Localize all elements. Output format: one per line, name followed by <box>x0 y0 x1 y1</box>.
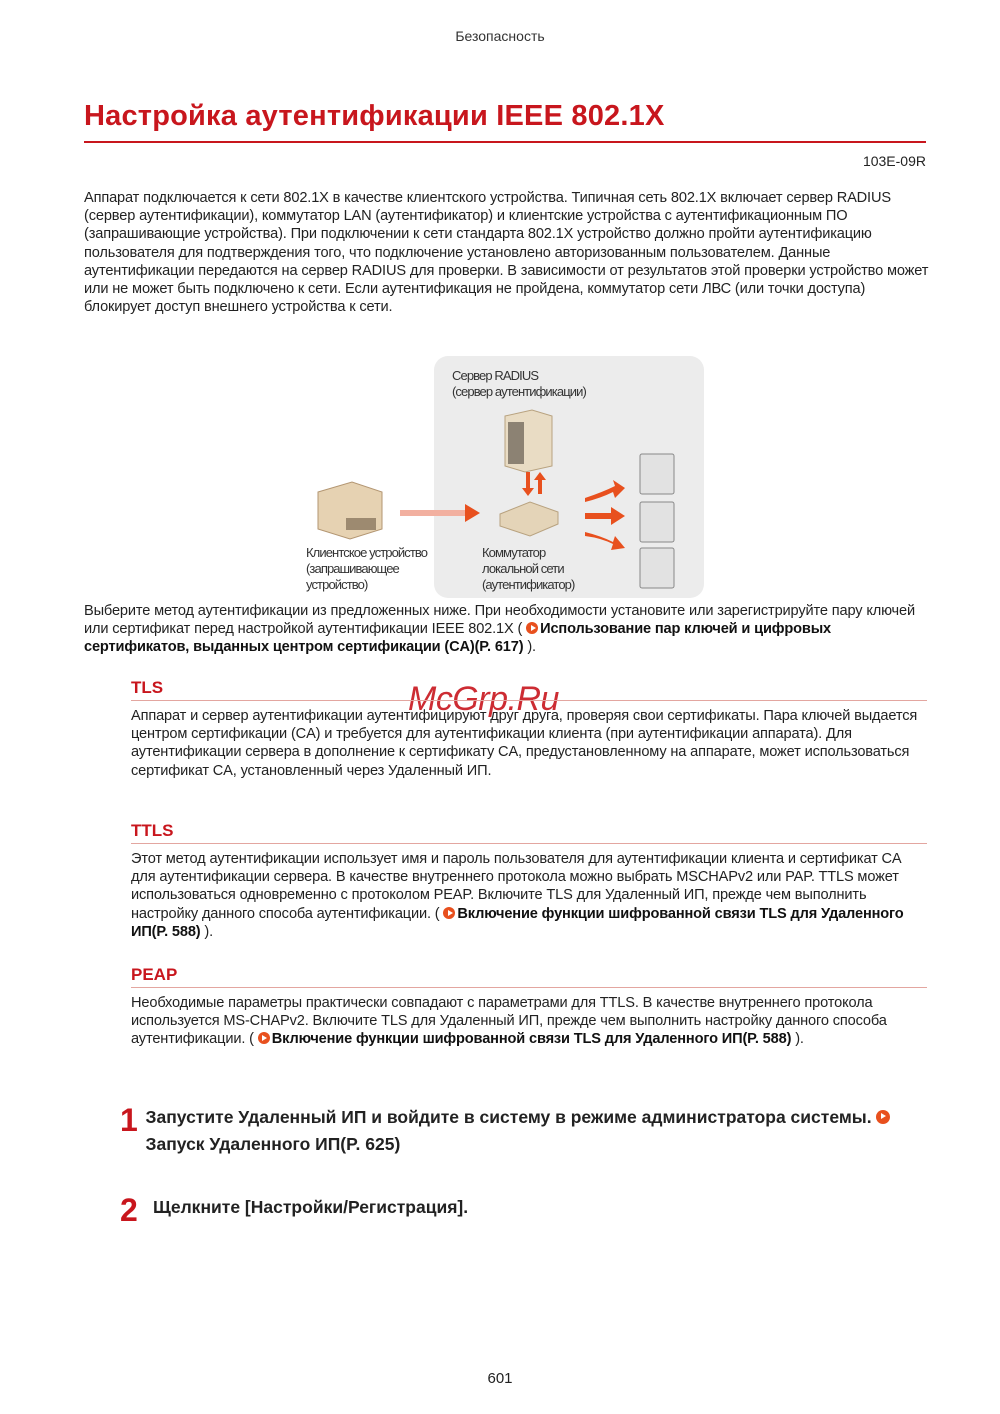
section-heading: PEAP <box>131 965 927 988</box>
tls-link-text[interactable]: Включение функции шифрованной связи TLS для Удаленного ИП(P. 588) <box>131 905 904 940</box>
running-header: Безопасность <box>455 28 545 44</box>
step-number: 1 <box>120 1102 138 1138</box>
title-divider <box>84 141 926 143</box>
radius-server-label: Сервер RADIUS (сервер аутентификации) <box>452 368 586 399</box>
section-ttls <box>131 821 927 941</box>
link-arrow-icon <box>526 622 538 634</box>
select-text: Выберите метод аутентификации из предложенных ниже. При необходимости установите или зарегистрируйте пару ключей или сертификат перед настройкой аутентификации IEEE 802.1X ( <box>84 603 915 638</box>
step-text: Щелкните [Настройки/Регистрация]. <box>153 1197 469 1217</box>
key-pairs-link-text[interactable]: Использование пар ключей и цифровых сертификатов, выданных центром сертификации (CA)(P. 617) <box>84 621 832 656</box>
client-printer-icon <box>318 482 382 539</box>
link-arrow-icon <box>443 907 455 919</box>
section-body: Необходимые параметры практически совпадают с параметрами для TTLS. В качестве внутреннего протокола используется MS-CHAPv2. Включите TLS для Удаленный ИП, прежде чем выполнить настройку данного способа аутентификации. ( <box>131 995 887 1048</box>
section-body: Этот метод аутентификации использует имя и пароль пользователя для аутентификации клиента и сертификат CA для аутентификации сервера. В качестве внутреннего протокола можно выбрать MSCHAPv2 или PAP. TTLS может использоваться одновременно с протоколом PEAP. Включите TLS для Удаленный ИП, прежде чем выполнить настройку данного способа аутентификации. ( <box>131 851 901 922</box>
intro-paragraph: Аппарат подключается к сети 802.1X в качестве клиентского устройства. Типичная сеть 802.1X включает сервер RADIUS (сервер аутентификации), коммутатор LAN (аутентификатор) и клиентские устройства с аутентификационным ПО (запрашивающие устройства). При подключении к сети стандарта 802.1X устройство должно пройти аутентификацию пользователя для подтверждения того, что подключение установлено авторизованным пользователем. Данные аутентификации передаются на сервер RADIUS для проверки. В зависимости от результатов этой проверки устройство может или не может быть подключено к сети. Если аутентификация не пройдена, коммутатор сети ЛВС (или точки доступа) блокирует доступ внешнего устройства к сети. <box>84 190 929 316</box>
tls-link-text[interactable]: Включение функции шифрованной связи TLS для Удаленного ИП(P. 588) <box>271 1031 792 1048</box>
network-diagram <box>300 354 710 600</box>
page-title: Настройка аутентификации IEEE 802.1X <box>84 100 665 132</box>
section-peap <box>131 965 927 1049</box>
select-method-paragraph <box>84 602 929 657</box>
tls-link[interactable] <box>258 1031 792 1047</box>
step-2 <box>120 1192 920 1228</box>
document-id: 103E-09R <box>862 153 926 169</box>
link-arrow-icon <box>876 1110 890 1124</box>
watermark: McGrp.Ru <box>408 680 559 718</box>
client-device-label: Клиентское устройство (запрашивающее устройство) <box>306 545 428 592</box>
step-text <box>146 1102 920 1158</box>
select-end: ). <box>527 639 536 656</box>
section-text <box>131 994 927 1049</box>
step-instruction: Запустите Удаленный ИП и войдите в систему в режиме администратора системы. <box>145 1107 872 1127</box>
step-number: 2 <box>120 1192 138 1228</box>
client-computers-icon <box>640 454 674 588</box>
link-arrow-icon <box>258 1032 270 1044</box>
page-number: 601 <box>487 1370 513 1387</box>
section-tls <box>131 678 927 780</box>
section-heading: TTLS <box>131 821 927 844</box>
remote-ui-link-text[interactable]: Запуск Удаленного ИП(P. 625) <box>145 1134 401 1154</box>
section-end: ). <box>795 1031 804 1048</box>
section-heading: TLS <box>131 678 927 701</box>
section-text: Аппарат и сервер аутентификации аутентифицируют друг друга, проверяя свои сертификаты. Пара ключей выдается центром сертификации (CA) и требуется для аутентификации клиента (при аутентификации аппарата). Для аутентификации сервера в дополнение к сертификату CA, предустановленному на аппарате, может использоваться сертификат CA, установленный через Удаленный ИП. <box>131 708 918 779</box>
section-end: ). <box>204 923 214 940</box>
radius-server-icon <box>505 410 552 472</box>
step-1 <box>120 1102 920 1158</box>
section-text <box>131 850 927 941</box>
lan-switch-label: Коммутатор локальной сети (аутентификатор) <box>482 545 575 592</box>
